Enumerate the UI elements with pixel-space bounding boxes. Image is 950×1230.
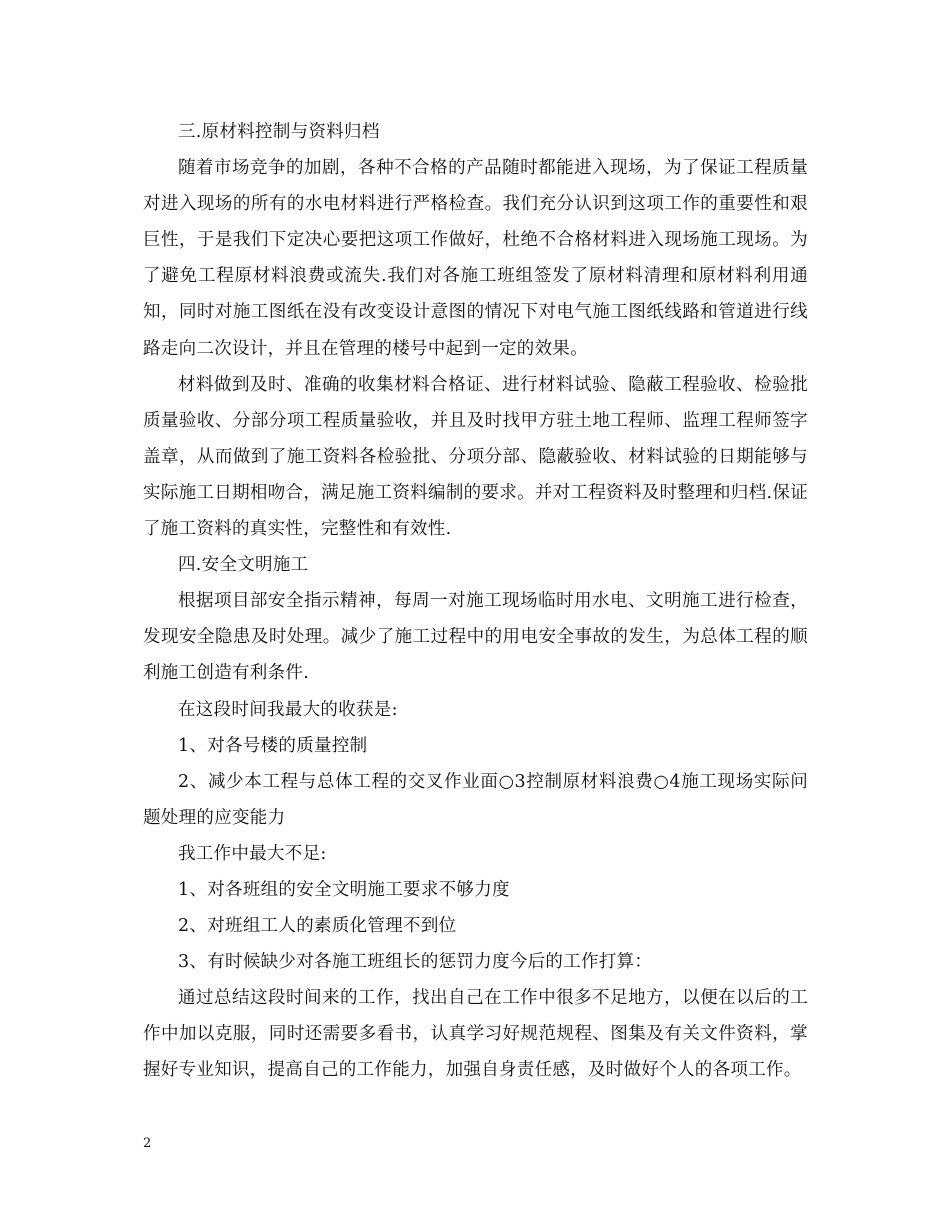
paragraph-shortcomings-intro: 我工作中最大不足: <box>178 843 327 864</box>
paragraph-conclusion: 通过总结这段时间来的工作，找出自己在工作中很多不足地方，以便在以后的工作中加以克服，同时还需要多看书，认真学习好规范规程、图集及有关文件资料，掌握好专业知识，提高自己的工作能力，加强自身责任感，及时做好个人的各项工作。 <box>143 988 808 1081</box>
list-item-gain-1: 1、对各号楼的质量控制 <box>178 735 368 756</box>
section-heading-materials: 三.原材料控制与资料归档 <box>178 122 380 142</box>
section-heading-safety: 四.安全文明施工 <box>178 555 309 576</box>
paragraph-safety: 根据项目部安全指示精神，每周一对施工现场临时用水电、文明施工进行检查，发现安全隐患及时处理。减少了施工过程中的用电安全事故的发生，为总体工程的顺利施工创造有利条件. <box>143 591 808 684</box>
paragraph-documentation: 材料做到及时、准确的收集材料合格证、进行材料试验、隐蔽工程验收、检验批质量验收、分部分项工程质量验收，并且及时找甲方驻土地工程师、监理工程师签字盖章，从而做到了施工资料各检验批、分项分部、隐蔽验收、材料试验的日期能够与实际施工日期相吻合，满足施工资料编制的要求。并对工程资料及时整理和归档.保证了施工资料的真实性，完整性和有效性. <box>143 374 808 540</box>
page-number: 2 <box>143 1136 152 1151</box>
list-item-shortcoming-2: 2、对班组工人的素质化管理不到位 <box>178 916 457 937</box>
document-body <box>143 114 808 1089</box>
list-item-gain-2: 2、减少本工程与总体工程的交叉作业面○3控制原材料浪费○4施工现场实际问题处理的应变能力 <box>143 771 808 828</box>
list-item-shortcoming-1: 1、对各班组的安全文明施工要求不够力度 <box>178 879 510 900</box>
list-item-shortcoming-3: 3、有时候缺少对各施工班组长的惩罚力度今后的工作打算： <box>178 952 653 973</box>
paragraph-gains-intro: 在这段时间我最大的收获是: <box>178 699 398 720</box>
paragraph-materials-inspection: 随着市场竞争的加剧，各种不合格的产品随时都能进入现场，为了保证工程质量对进入现场的所有的水电材料进行严格检查。我们充分认识到这项工作的重要性和艰巨性，于是我们下定决心要把这项工作做好，杜绝不合格材料进入现场施工现场。为了避免工程原材料浪费或流失.我们对各施工班组签发了原材料清理和原材料利用通知，同时对施工图纸在没有改变设计意图的情况下对电气施工图纸线路和管道进行线路走向二次设计，并且在管理的楼号中起到一定的效果。 <box>143 158 808 359</box>
